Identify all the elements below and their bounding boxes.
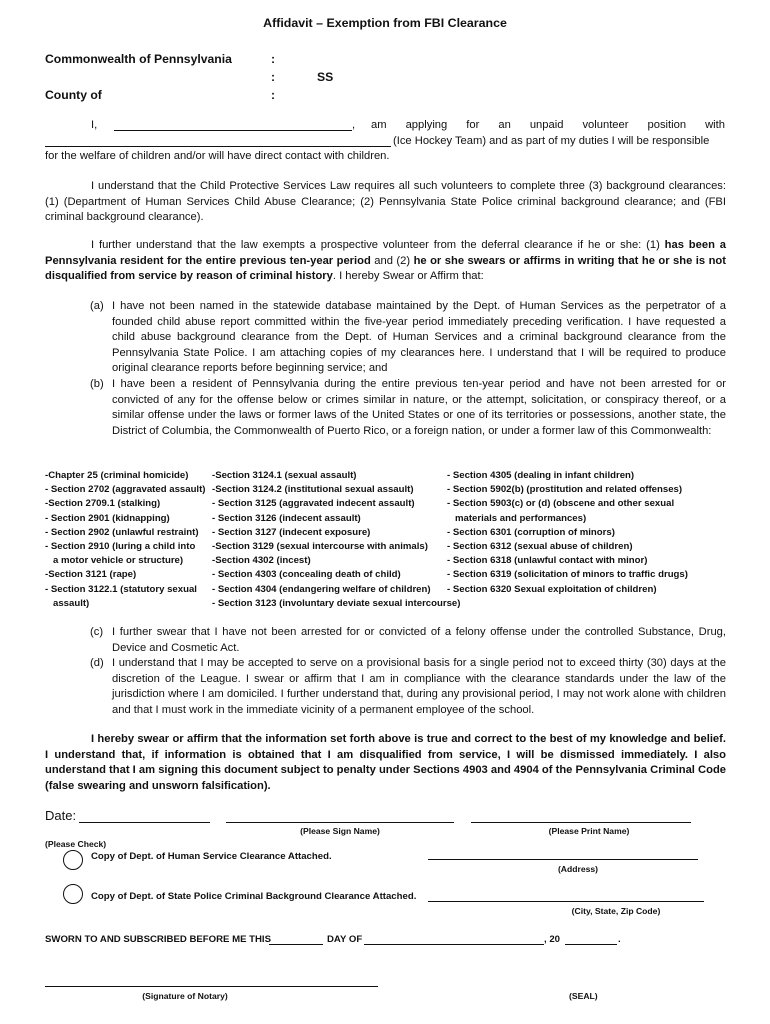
check-circle-human-service[interactable] — [63, 850, 83, 870]
item-a-label: (a) — [90, 300, 104, 312]
exempt-text-3: . I hereby Swear or Affirm that: — [332, 270, 484, 283]
intro-applying: am applying for an unpaid volunteer position with — [371, 119, 725, 131]
crime-item: -Section 3129 (sexual intercourse with animals) — [212, 541, 428, 553]
crime-item: - Section 4304 (endangering welfare of children) — [212, 583, 431, 595]
crime-item: - Section 3122.1 (statutory sexual — [45, 583, 197, 595]
crimes-column-1 — [45, 469, 206, 611]
sign-caption: (Please Sign Name) — [300, 826, 380, 836]
year-field[interactable] — [565, 944, 617, 945]
crime-item: - Section 2901 (kidnapping) — [45, 512, 170, 524]
crime-item: - Section 5903(c) or (d) (obscene and other sexual — [447, 498, 675, 510]
exempt-text-1: I further understand that the law exempts a prospective volunteer from the deferral clearance if he or she: (1) — [91, 239, 665, 251]
check2-label: Copy of Dept. of State Police Criminal Background Clearance Attached. — [91, 891, 417, 902]
crime-item: - Section 2910 (luring a child into — [45, 541, 196, 553]
intro-comma: , — [352, 119, 356, 131]
crime-item: - Section 2902 (unlawful restraint) — [45, 526, 199, 538]
address-field[interactable] — [428, 859, 698, 860]
notary-caption: (Signature of Notary) — [142, 991, 228, 1001]
print-caption: (Please Print Name) — [548, 826, 630, 836]
address-caption: (Address) — [557, 864, 599, 874]
item-d-label: (d) — [90, 657, 104, 669]
list-item-a — [92, 299, 726, 377]
organization-field[interactable] — [45, 146, 391, 147]
crime-item: - Section 2702 (aggravated assault) — [45, 484, 206, 496]
crime-item: -Section 3124.2 (institutional sexual assault) — [212, 484, 414, 496]
crime-item: - Section 5902(b) (prostitution and related offenses) — [447, 484, 683, 496]
county-label: County of — [45, 88, 102, 102]
crimes-column-3 — [447, 469, 688, 597]
applicant-name-field[interactable] — [114, 130, 352, 131]
crime-item: -Section 2709.1 (stalking) — [45, 498, 161, 510]
crime-item: - Section 3123 (involuntary deviate sexual intercourse) — [212, 597, 461, 609]
city-state-zip-field[interactable] — [428, 901, 704, 902]
exempt-text-2: and (2) — [370, 254, 414, 267]
city-caption: (City, State, Zip Code) — [571, 906, 661, 916]
item-d-text: I understand that I may be accepted to serve on a provisional basis for a single period not to exceed thirty (30) days at the discretion of the League. I swear or affirm that I am in compliance with the clearance standards under the law of the jurisdiction where I am domiciled. I further understand that, during any provisional period, I may not work alone with children and that I must work in the immediate vicinity of a permanent employee of the school. — [112, 657, 726, 716]
item-b-label: (b) — [90, 378, 104, 390]
exempt-bold-2: he or she swears or affirms in writing that he or she is not disqualified from service by reason of criminal history — [45, 254, 726, 283]
crimes-column-2 — [212, 469, 460, 611]
print-name-field[interactable] — [471, 822, 691, 823]
please-check-label: (Please Check) — [45, 839, 107, 849]
year-prefix-label: , 20 — [544, 934, 561, 945]
month-field[interactable] — [364, 944, 544, 945]
day-of-label: DAY OF — [327, 934, 363, 945]
intro-welfare: for the welfare of children and/or will have direct contact with children. — [45, 150, 390, 162]
crime-item: - Section 6312 (sexual abuse of children) — [447, 541, 633, 553]
crime-item: assault) — [45, 597, 90, 609]
item-c-label: (c) — [90, 626, 104, 638]
list-item-b — [92, 377, 726, 439]
commonwealth-label: Commonwealth of Pennsylvania — [45, 52, 232, 66]
check-circle-state-police[interactable] — [63, 884, 83, 904]
day-number-field[interactable] — [269, 944, 323, 945]
crime-item: - Section 4303 (concealing death of child) — [212, 569, 401, 581]
exempt-paragraph — [45, 238, 726, 285]
crime-item: - Section 3126 (indecent assault) — [212, 512, 361, 524]
crime-item: - Section 6318 (unlawful contact with minor) — [447, 555, 648, 567]
crime-item: - Section 3125 (aggravated indecent assault) — [212, 498, 415, 510]
notary-signature-field[interactable] — [45, 986, 378, 987]
crime-item: - Section 6320 Sexual exploitation of children) — [447, 583, 657, 595]
colon-3: : — [271, 88, 276, 102]
oath-paragraph: I hereby swear or affirm that the information set forth above is true and correct to the best of my knowledge and belief. I understand that, if information is obtained that I am disqualified from service, I will be dismissed immediately. I also understand that I am signing this document subject to penalty under Sections 4903 and 4904 of the Pennsylvania Criminal Code (false swearing and unsworn falsification). — [45, 733, 726, 792]
list-item-c — [92, 625, 726, 656]
crime-item: - Section 6301 (corruption of minors) — [447, 526, 615, 538]
sworn-label: SWORN TO AND SUBSCRIBED BEFORE ME THIS — [45, 934, 271, 945]
page-title: Affidavit – Exemption from FBI Clearance — [263, 16, 507, 30]
item-b-text: I have been a resident of Pennsylvania during the entire previous ten-year period and have not been arrested for or convicted of any for the offense below or crimes similar in nature, or the attempt, solicitation, or conspiracy thereof, or a similar offense under the laws or former laws of the United States or one of its territories or possessions, another state, the District of Columbia, the Commonwealth of Puerto Rico, or a foreign nation, or under a former law of this Commonwealth: — [112, 378, 726, 437]
colon-1: : — [271, 52, 276, 66]
date-label: Date: — [45, 808, 77, 823]
crime-item: -Section 4302 (incest) — [212, 555, 311, 567]
notary-period: . — [618, 934, 621, 945]
item-c-text: I further swear that I have not been arrested for or convicted of a felony offense under the controlled Substance, Drug, Device and Cosmetic Act. — [112, 626, 726, 654]
exempt-bold-1: has been a Pennsylvania resident for the entire previous ten-year period — [45, 239, 727, 267]
seal-label: (SEAL) — [569, 991, 598, 1001]
intro-team: (Ice Hockey Team) and as part of my duties I will be responsible — [393, 135, 710, 147]
date-field[interactable] — [79, 822, 210, 823]
crime-item: - Section 4305 (dealing in infant children) — [447, 470, 635, 481]
list-item-d — [92, 656, 726, 718]
check1-label: Copy of Dept. of Human Service Clearance Attached. — [91, 851, 332, 862]
crime-item: -Section 3124.1 (sexual assault) — [212, 470, 357, 481]
understand-paragraph: I understand that the Child Protective Services Law requires all such volunteers to complete three (3) background clearances: (1) (Department of Human Services Child Abuse Clearance; (2) Pennsylvania State Police criminal background clearance; and (FBI criminal background clearance). — [45, 180, 726, 224]
item-a-text: I have not been named in the statewide database maintained by the Dept. of Human Services as the perpetrator of a founded child abuse report committed within the five-year period immediately preceding verification. I have requested a child abuse background clearance from the Dept. of Human Services and a criminal background clearance from the Pennsylvania State Police. I am attaching copies of my clearances here. I understand that I will be required to produce original clearance reports before beginning service; and — [112, 300, 726, 375]
crime-item: -Section 3121 (rape) — [45, 569, 137, 581]
intro-i: I, — [91, 119, 98, 131]
ss-label: SS — [317, 70, 334, 84]
crime-item: a motor vehicle or structure) — [45, 555, 184, 567]
crime-item: - Section 3127 (indecent exposure) — [212, 526, 371, 538]
crime-item: -Chapter 25 (criminal homicide) — [45, 470, 189, 481]
crime-item: materials and performances) — [447, 512, 587, 524]
signature-field[interactable] — [226, 822, 454, 823]
crime-item: - Section 6319 (solicitation of minors to traffic drugs) — [447, 569, 688, 581]
colon-2: : — [271, 70, 276, 84]
